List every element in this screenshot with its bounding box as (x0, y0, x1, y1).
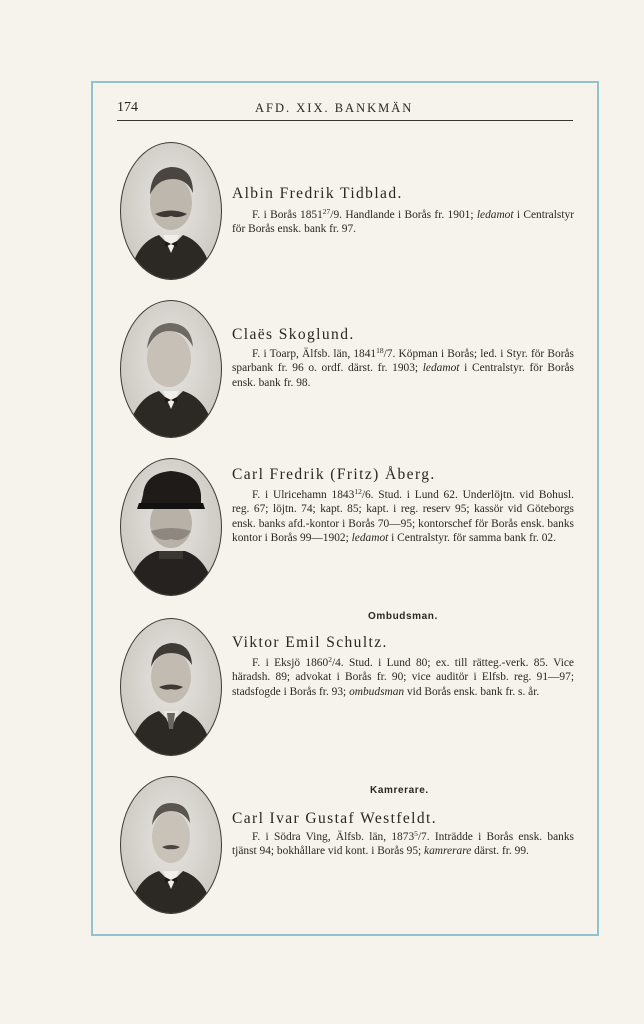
bio-role: ombudsman (349, 685, 405, 698)
bio-text: /7. Inträdde i Borås ensk. banks tjänst 94; bokhållare vid kont. i Borås 95; (232, 831, 574, 858)
bio-text: /6. Stud. i Lund 62. Underlöjtn. vid Bohusl. reg. 67; löjtn. 74; kapt. 85; kapt. i reg. reserv 95; kassör vid Göteborgs ensk. banks afd.-kontor i Borås 70—95; kontorschef för Borås ensk. banks kontor i Borås 99—1902; (232, 489, 574, 544)
page-number: 174 (117, 100, 138, 115)
portrait-fritz-aberg (120, 458, 222, 596)
bio-role: ledamot (351, 531, 389, 544)
entry-name: Claës Skoglund. (232, 326, 355, 343)
bio-text: vid Borås ensk. bank fr. s. år. (404, 685, 540, 698)
bio-text: F. i Södra Ving, Älfsb. län, 1873 (252, 831, 415, 843)
bio-text: i Centralstyr. för samma bank fr. 02. (388, 531, 556, 544)
bio-text: /4. Stud. i Lund 80; ex. till rätteg.-verk. 85. Vice häradsh. 89; advokat i Borås fr. 90; vice auditör i Elfsb. reg. 91—97; stadsfogde i Borås fr. 93; (232, 657, 574, 698)
page-header (117, 100, 573, 120)
bio-day: 5 (414, 829, 418, 838)
bio-day: 2 (328, 655, 332, 664)
bio-text: därst. fr. 99. (471, 845, 529, 858)
bio-day: 18 (376, 346, 384, 355)
portrait-photo (121, 143, 221, 279)
bio-text: i Centralstyr. för Borås ensk. bank fr. 98. (232, 362, 574, 389)
bio-text: i Centralstyr för Borås ensk. bank fr. 97. (232, 209, 574, 236)
portrait-photo (121, 459, 221, 595)
bio-text: F. i Ulricehamn 1843 (252, 489, 355, 501)
entry-bio (232, 656, 574, 699)
bio-role: ledamot (422, 362, 460, 375)
bio-text: F. i Eksjö 1860 (252, 657, 329, 669)
portrait-photo (121, 777, 221, 913)
portrait-albin-tidblad (120, 142, 222, 280)
entry-bio (232, 347, 574, 390)
bio-day: 27 (322, 207, 331, 216)
bio-text: F. i Toarp, Älfsb. län, 1841 (252, 348, 377, 360)
entry-name: Viktor Emil Schultz. (232, 634, 388, 651)
entry-name: Albin Fredrik Tidblad. (232, 185, 403, 202)
bio-day: 12 (354, 487, 362, 496)
header-rule (117, 120, 573, 121)
bio-role: kamrerare (424, 845, 472, 858)
portrait-claes-skoglund (120, 300, 222, 438)
portrait-photo (121, 301, 221, 437)
portrait-viktor-schultz (120, 618, 222, 756)
portrait-photo (121, 619, 221, 755)
running-head: AFD. XIX. BANKMÄN (255, 101, 414, 115)
bio-text: F. i Borås 1851 (252, 209, 323, 221)
entry-name: Carl Fredrik (Fritz) Åberg. (232, 466, 436, 483)
portrait-carl-westfeldt (120, 776, 222, 914)
entry-name: Carl Ivar Gustaf Westfeldt. (232, 810, 437, 827)
section-heading-kamrerare: Kamrerare. (370, 785, 429, 796)
bio-role: ledamot (476, 209, 514, 221)
entry-bio (232, 208, 574, 237)
bio-text: /9. Handlande i Borås fr. 1901; (330, 209, 477, 221)
section-heading-ombudsman: Ombudsman. (368, 611, 438, 622)
entry-bio (232, 488, 574, 545)
entry-bio (232, 830, 574, 859)
bio-text: /7. Köpman i Borås; led. i Styr. för Borås sparbank fr. 96 o. ordf. därst. fr. 1903; (232, 348, 574, 375)
